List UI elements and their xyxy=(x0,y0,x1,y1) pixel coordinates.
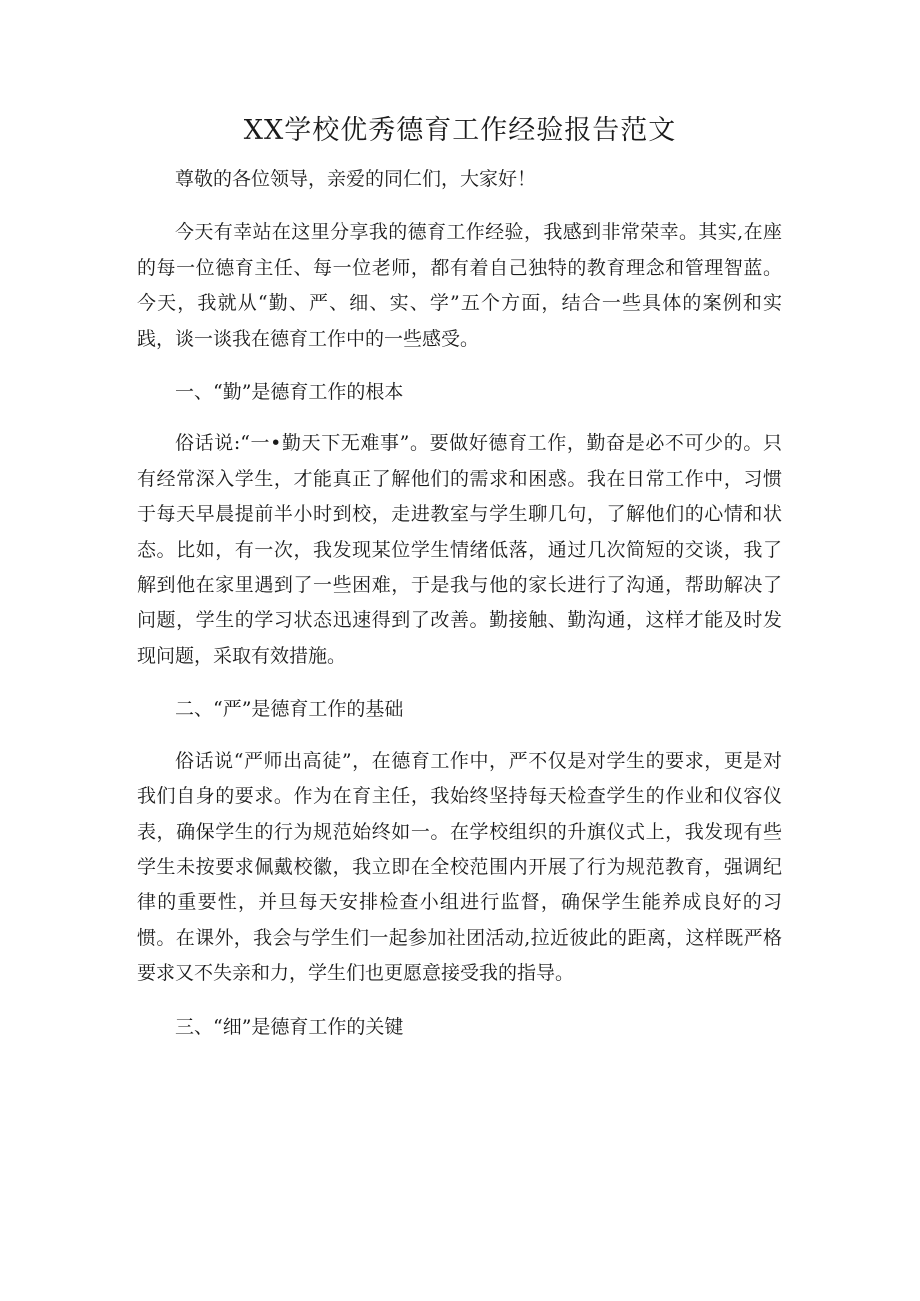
section-3-heading: 三、“细”是德育工作的关键 xyxy=(175,1015,404,1038)
greeting-paragraph: 尊敬的各位领导，亲爱的同仁们，大家好！ xyxy=(175,168,537,190)
intro-paragraph: 今天有幸站在这里分享我的德育工作经验，我感到非常荣幸。其实,在座的每一位德育主任、每一位老师，都有着自己独特的教育理念和管理智蓝。今天，我就从“勤、严、细、实、学”五个方面，结合一些具体的案例和实践，谈一谈我在德育工作中的一些感受。 xyxy=(137,221,782,350)
section-1-heading: 一、“勤”是德育工作的根本 xyxy=(175,381,404,404)
document-title: XX学校优秀德育工作经验报告范文 xyxy=(243,115,677,146)
document-body xyxy=(137,162,782,1061)
section-1-paragraph: 俗话说:“一•勤天下无难事”。要做好德育工作，勤奋是必不可少的。只有经常深入学生，才能真正了解他们的需求和困惑。我在日常工作中，习惯于每天早晨提前半小时到校，走进教室与学生聊几句，了解他们的心情和状态。比如，有一次，我发现某位学生情绪低落，通过几次简短的交谈，我了解到他在家里遇到了一些困难，于是我与他的家长进行了沟通，帮助解决了问题，学生的学习状态迅速得到了改善。勤接触、勤沟通，这样才能及时发现问题，采取有效措施。 xyxy=(137,432,782,667)
section-2-paragraph: 俗话说“严师出高徒”，在德育工作中，严不仅是对学生的要求，更是对我们自身的要求。作为在育主任，我始终坚持每天检查学生的作业和仪容仪表，确保学生的行为规范始终如一。在学校组织的升旗仪式上，我发现有些学生未按要求佩戴校徽，我立即在全校范围内开展了行为规范教育，强调纪律的重要性，并旦每天安排检查小组进行监督，确保学生能养成良好的习惯。在课外，我会与学生们一起参加社团活动,拉近彼此的距离，这样既严格要求又不失亲和力，学生们也更愿意接受我的指导。 xyxy=(137,749,782,985)
section-2-heading: 二、“严”是德育工作的基础 xyxy=(175,698,404,721)
